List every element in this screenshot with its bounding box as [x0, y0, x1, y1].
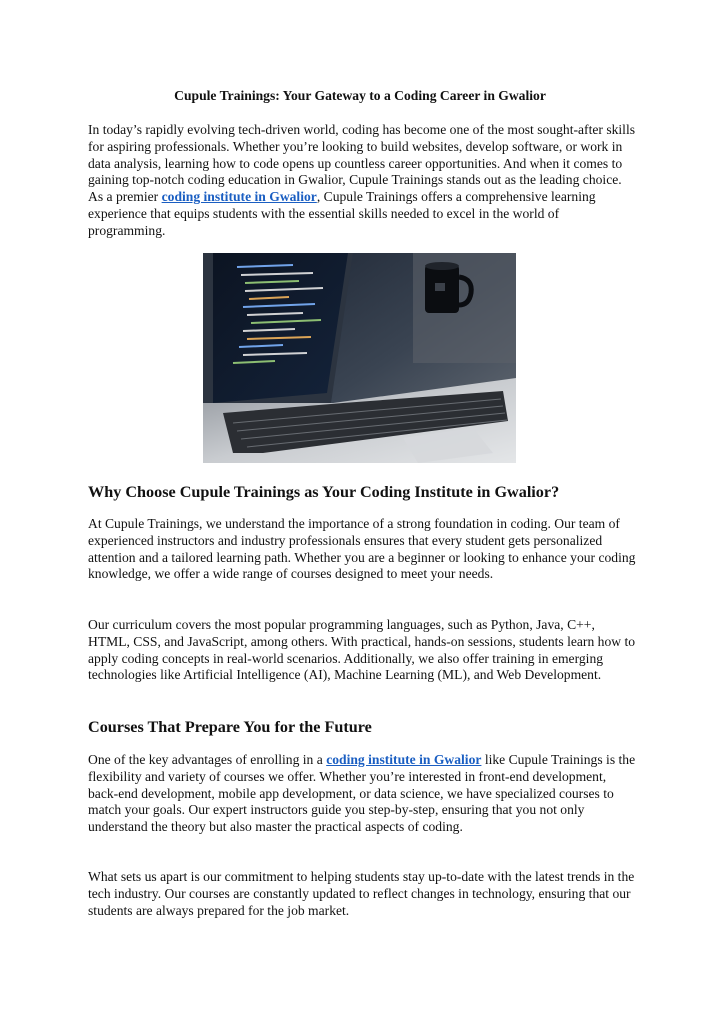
laptop-photo — [203, 253, 516, 463]
section2-text-after-link: like Cupule Trainings is the flexibility and variety of courses we offer. Whether you’re interested in front-end development, back-end development, mobile app development, or data science, we have specialized courses to match your goals. Our expert instructors guide you step-by-step, ensuring that you not only understand the theory but also master the practical aspects of coding. — [88, 752, 636, 835]
intro-text-after-link: , Cupule Trainings offers a comprehensive learning experience that equips students with the essential skills needed to excel in the world of programming. — [88, 189, 596, 238]
section-heading-why-choose: Why Choose Cupule Trainings as Your Coding Institute in Gwalior? — [88, 483, 560, 501]
section1-paragraph-2: Our curriculum covers the most popular programming languages, such as Python, Java, C++, HTML, CSS, and JavaScript, among others. With practical, hands-on sessions, students learn how to apply coding concepts in real-world scenarios. Additionally, we also offer training in emerging technologies like Artificial Intelligence (AI), Machine Learning (ML), and Web Development. — [88, 617, 636, 683]
section1-paragraph-1: At Cupule Trainings, we understand the importance of a strong foundation in coding. Our team of experienced instructors and industry professionals ensures that every student gets personalized attention and a tailored learning path. Whether you are a beginner or looking to enhance your coding knowledge, we offer a wide range of courses designed to meet your needs. — [88, 516, 636, 582]
coding-institute-link-2[interactable]: coding institute in Gwalior — [326, 752, 482, 767]
section2-paragraph-2: What sets us apart is our commitment to helping students stay up-to-date with the latest trends in the tech industry. Our courses are constantly updated to reflect changes in technology, ensuring that our students are always prepared for the job market. — [88, 869, 635, 918]
section2-text-before-link: One of the key advantages of enrolling in a — [88, 752, 327, 767]
coding-institute-link[interactable]: coding institute in Gwalior — [161, 189, 317, 205]
intro-paragraph — [88, 122, 636, 240]
section2-paragraph-1 — [88, 752, 636, 836]
document-title: Cupule Trainings: Your Gateway to a Coding Career in Gwalior — [174, 88, 546, 103]
section-heading-courses: Courses That Prepare You for the Future — [88, 718, 372, 736]
intro-text-before-link: In today’s rapidly evolving tech-driven world, coding has become one of the most sought-after skills for aspiring professionals. Whether you’re looking to build websites, develop software, or work in data analysis, learning how to code opens up countless career opportunities. And when it comes to gaining top-notch coding education in Gwalior, Cupule Trainings stands out as the leading choice. As a premier — [88, 122, 636, 205]
